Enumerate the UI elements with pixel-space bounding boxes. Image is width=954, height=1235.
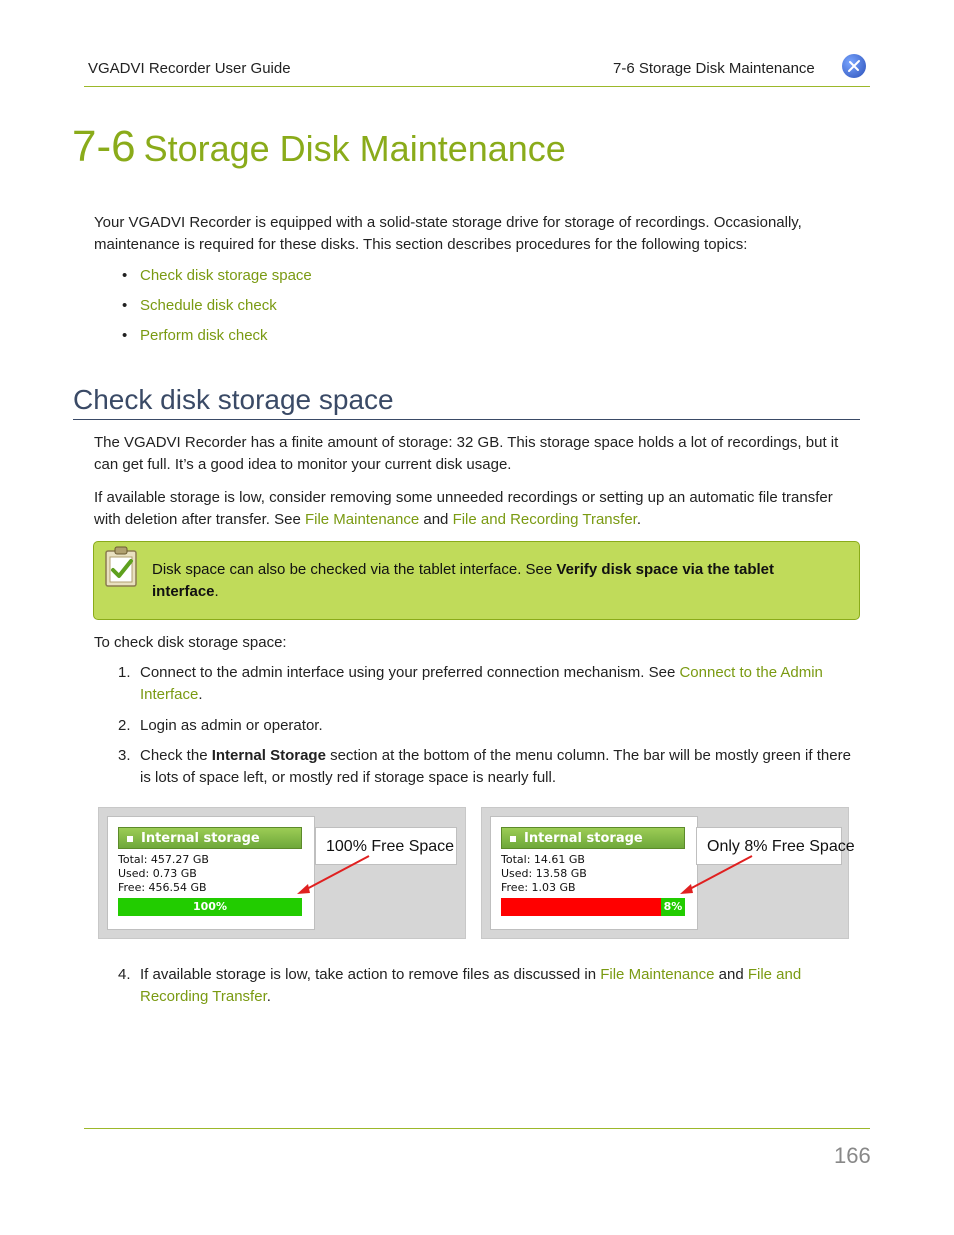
connect-admin-link[interactable]: Connect to the Admin Interface [140, 664, 823, 703]
topic-list [120, 265, 312, 355]
storage-bar-free: 100% [118, 898, 302, 916]
section-heading: Check disk storage space [73, 384, 394, 415]
clipboard-check-icon [104, 546, 138, 588]
storage-used: Used: 13.58 GB [501, 867, 587, 880]
internal-storage-header: Internal storage [118, 827, 302, 849]
section-paragraph-1: The VGADVI Recorder has a finite amount of storage: 32 GB. This storage space holds a lot of recordings, but it can get full. It’s a good idea to monitor your current disk usage. [94, 434, 839, 473]
storage-screenshot-full [98, 807, 466, 939]
storage-screenshot-low [481, 807, 855, 939]
storage-free: Free: 456.54 GB [118, 881, 207, 894]
file-maintenance-link-2[interactable]: File Maintenance [600, 966, 715, 983]
storage-used: Used: 0.73 GB [118, 867, 197, 880]
internal-storage-header: Internal storage [501, 827, 685, 849]
storage-total: Total: 457.27 GB [118, 853, 209, 866]
callout-arrow [289, 853, 379, 898]
storage-free: Free: 1.03 GB [501, 881, 576, 894]
storage-bar-free: 8% [661, 898, 685, 916]
section-paragraph-2: If available storage is low, consider removing some unneeded recordings or setting up an automatic file transfer with deletion after transfer. See File Maintenance and File and Recording Transfer. [94, 489, 833, 528]
topic-link[interactable]: Check disk storage space [140, 267, 312, 284]
page-title [72, 122, 566, 172]
tools-icon [842, 54, 866, 78]
topic-link[interactable]: Schedule disk check [140, 297, 277, 314]
storage-total: Total: 14.61 GB [501, 853, 585, 866]
callout-arrow [672, 853, 762, 898]
title-number: 7-6 [72, 122, 136, 171]
header-rule [84, 86, 870, 87]
intro-paragraph: Your VGADVI Recorder is equipped with a solid-state storage drive for storage of recordings. Occasionally, maintenance is required for these disks. This section describes procedures for the following topics: [94, 214, 802, 253]
section-rule [73, 419, 860, 420]
list-item [120, 265, 312, 295]
free-space-callout: 100% Free Space [315, 827, 457, 865]
procedure-lead: To check disk storage space: [94, 634, 287, 651]
file-maintenance-link[interactable]: File Maintenance [304, 511, 420, 528]
note-reference: Verify disk space via the tablet interface [152, 561, 775, 600]
topic-link[interactable]: Perform disk check [140, 327, 268, 344]
file-recording-transfer-link[interactable]: File and Recording Transfer [452, 511, 637, 528]
section-title: 7-6 Storage Disk Maintenance [613, 60, 815, 77]
storage-bar-used [501, 898, 685, 916]
list-item [120, 295, 312, 325]
guide-title: VGADVI Recorder User Guide [88, 60, 291, 77]
list-item [120, 325, 312, 355]
note-text: Disk space can also be checked via the tablet interface. See Verify disk space via the tablet interface. [152, 561, 775, 600]
title-text: Storage Disk Maintenance [143, 128, 566, 169]
footer-rule [84, 1128, 870, 1129]
file-recording-transfer-link-2[interactable]: File and Recording Transfer [140, 966, 802, 1005]
free-space-callout: Only 8% Free Space [696, 827, 842, 865]
page-number: 166 [834, 1143, 871, 1168]
